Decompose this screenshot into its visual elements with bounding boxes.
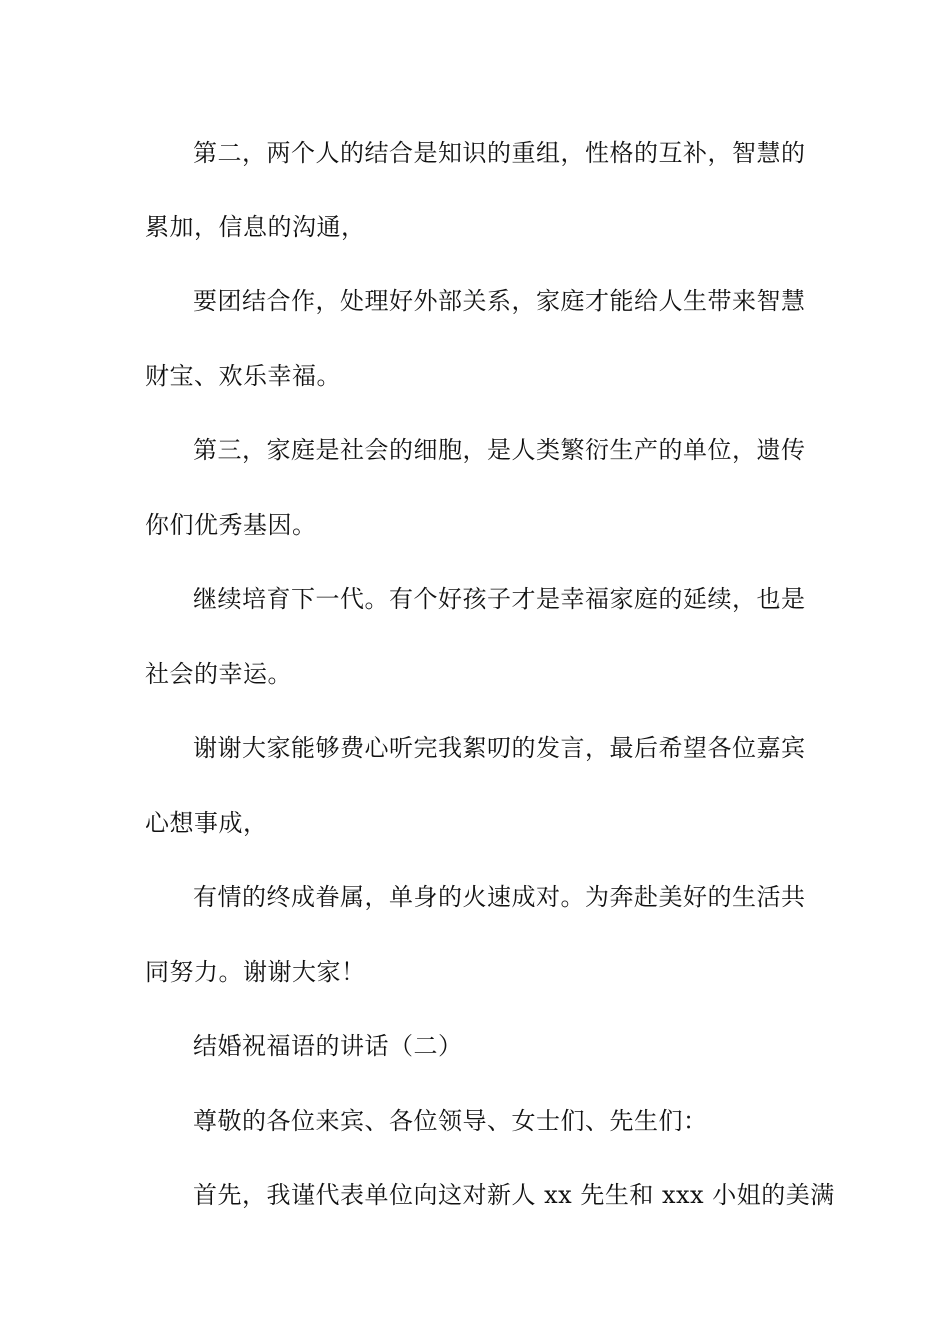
paragraph-line: 首先，我谨代表单位向这对新人 xx 先生和 xxx 小姐的美满 (193, 1181, 835, 1209)
paragraph-line: 第三，家庭是社会的细胞，是人类繁衍生产的单位，遗传 (193, 436, 806, 464)
paragraph-line: 你们优秀基因。 (145, 511, 317, 539)
paragraph-line: 社会的幸运。 (145, 660, 292, 688)
paragraph-line: 累加，信息的沟通， (145, 213, 366, 241)
section-heading: 结婚祝福语的讲话（二） (193, 1032, 463, 1060)
salutation-line: 尊敬的各位来宾、各位领导、女士们、先生们： (193, 1107, 708, 1135)
paragraph-line: 同努力。谢谢大家！ (145, 958, 366, 986)
paragraph-line: 财宝、欢乐幸福。 (145, 362, 341, 390)
paragraph-line: 有情的终成眷属，单身的火速成对。为奔赴美好的生活共 (193, 883, 806, 911)
paragraph-line: 心想事成， (145, 809, 268, 837)
paragraph-line: 要团结合作，处理好外部关系，家庭才能给人生带来智慧 (193, 287, 806, 315)
paragraph-line: 继续培育下一代。有个好孩子才是幸福家庭的延续，也是 (193, 585, 806, 613)
paragraph-line: 第二，两个人的结合是知识的重组，性格的互补，智慧的 (193, 139, 806, 167)
paragraph-line: 谢谢大家能够费心听完我絮叨的发言，最后希望各位嘉宾 (193, 734, 806, 762)
